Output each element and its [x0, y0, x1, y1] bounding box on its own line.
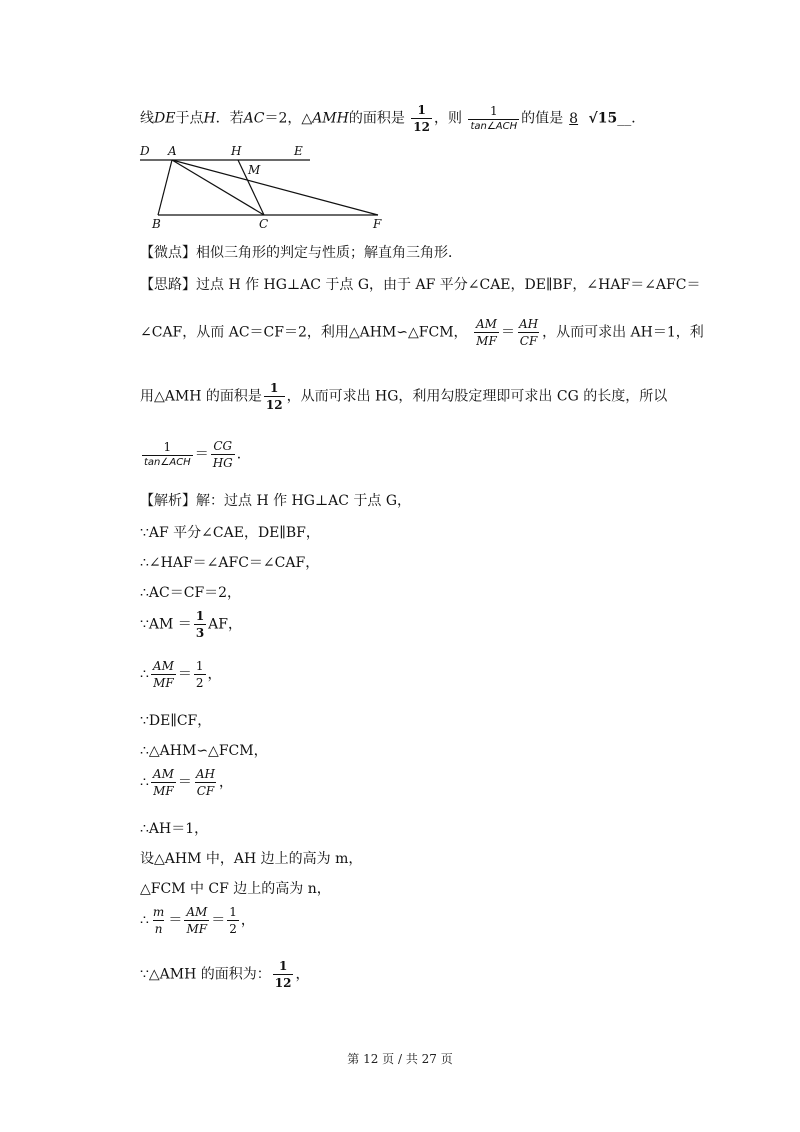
denominator: MF	[476, 334, 497, 348]
text: 于点	[175, 110, 204, 127]
denominator: tan∠ACH	[470, 121, 518, 132]
solution-line	[140, 768, 233, 797]
text: __	[617, 110, 632, 127]
text: ＝2，△	[264, 110, 313, 127]
solution-line	[140, 906, 255, 935]
fraction	[151, 768, 176, 797]
numerator: 1	[270, 381, 279, 395]
label-E: E	[294, 144, 303, 158]
text: ．	[236, 446, 251, 463]
fraction	[194, 610, 206, 639]
solution-line: ∴AH＝1，	[140, 821, 209, 837]
tag-weidian: 【微点】相似三角形的判定与性质；解直角三角形．	[140, 245, 462, 261]
text: ＝	[500, 324, 515, 341]
numerator: 1	[489, 104, 498, 118]
denominator: 12	[274, 976, 292, 990]
numerator: AH	[195, 767, 216, 781]
numerator: AM	[476, 317, 497, 331]
tag-silu-line1: 【思路】过点 H 作 HG⊥AC 于点 G，由于 AF 平分∠CAE，DE∥BF，∠HAF＝∠AFC＝	[140, 277, 701, 293]
text: AF，	[208, 616, 242, 633]
fraction	[273, 960, 294, 989]
label-F: F	[373, 217, 382, 231]
fraction	[474, 318, 499, 347]
text: ∴	[140, 912, 149, 929]
fraction	[151, 660, 176, 689]
denominator: CF	[196, 784, 215, 798]
label-D: D	[140, 144, 150, 158]
seg-AF	[172, 160, 378, 215]
page-footer: 第 12 页 / 共 27 页	[347, 1052, 453, 1066]
seg-AB	[158, 160, 172, 215]
solution-line: ∵AF 平分∠CAE，DE∥BF，	[140, 525, 320, 541]
text: ，从而可求出 AH＝1，利	[542, 324, 704, 341]
text: H	[203, 110, 216, 127]
text: ∵AM ＝	[140, 616, 192, 633]
numerator: AM	[152, 767, 174, 781]
text: 用△AMH 的面积是	[140, 388, 262, 405]
solution-line: △FCM 中 CF 边上的高为 n，	[140, 881, 331, 897]
answer-blank: 8	[569, 110, 579, 127]
text: 的面积是	[348, 110, 405, 127]
denominator: 2	[195, 676, 204, 690]
solution-line: 【解析】解：过点 H 作 HG⊥AC 于点 G，	[140, 493, 412, 509]
fraction	[151, 906, 166, 935]
fraction	[468, 105, 519, 132]
fraction	[517, 318, 540, 347]
solution-line: ∵DE∥CF，	[140, 713, 212, 729]
label-H: H	[231, 144, 242, 158]
text: ，	[219, 774, 234, 791]
text: ∠CAF，从而 AC＝CF＝2，利用△AHM∽△FCM，	[140, 324, 468, 341]
numerator: AH	[518, 317, 539, 331]
text: 线	[140, 110, 154, 127]
text: ，则	[434, 110, 462, 127]
tag-silu-line4	[140, 440, 251, 469]
text: ∵△AMH 的面积为：	[140, 966, 271, 983]
fraction	[411, 104, 432, 133]
text: ＝	[168, 912, 183, 929]
text: DE	[154, 110, 176, 127]
fraction	[142, 441, 193, 468]
denominator: 2	[229, 922, 237, 936]
label-M: M	[248, 163, 261, 177]
denominator: 12	[265, 398, 283, 412]
numerator: m	[152, 905, 165, 919]
text: AC	[243, 110, 265, 127]
solution-line	[140, 610, 242, 639]
denominator: 3	[195, 626, 205, 640]
numerator: 1	[278, 959, 288, 973]
text: ，	[207, 666, 222, 683]
solution-line: ∴∠HAF＝∠AFC＝∠CAF，	[140, 555, 320, 571]
numerator: CG	[213, 439, 233, 453]
denominator: 12	[413, 120, 430, 134]
solution-line	[140, 960, 309, 989]
numerator: AM	[152, 659, 174, 673]
numerator: 1	[417, 103, 426, 117]
numerator: 1	[229, 905, 237, 919]
tag-silu-line2	[140, 318, 704, 347]
numerator: 1	[195, 659, 204, 673]
text: AMH	[312, 110, 349, 127]
numerator: 1	[195, 609, 205, 623]
text: ∴	[140, 774, 149, 791]
text: ＝	[177, 666, 192, 683]
denominator: MF	[153, 676, 174, 690]
denominator: CF	[519, 334, 538, 348]
text: ，	[240, 912, 255, 929]
text: ∴	[140, 666, 149, 683]
denominator: HG	[212, 456, 233, 470]
fraction	[211, 440, 235, 469]
text: ＝	[211, 912, 226, 929]
fraction	[184, 906, 209, 935]
fraction	[227, 906, 239, 935]
text: 的值是	[521, 110, 564, 127]
denominator: MF	[153, 784, 174, 798]
fraction	[194, 660, 206, 689]
denominator: MF	[186, 922, 208, 936]
fraction	[264, 382, 285, 411]
geometry-figure	[138, 142, 388, 232]
solution-line: 设△AHM 中，AH 边上的高为 m，	[140, 851, 363, 867]
answer-sqrt: √15	[588, 110, 618, 127]
label-C: C	[259, 217, 269, 231]
text: ．若	[215, 110, 244, 127]
text: ，从而可求出 HG，利用勾股定理即可求出 CG 的长度，所以	[286, 388, 668, 405]
text: ＝	[194, 446, 209, 463]
label-B: B	[152, 217, 161, 231]
denominator: tan∠ACH	[144, 457, 191, 468]
numerator: 1	[163, 440, 172, 454]
text: ．	[631, 110, 646, 127]
solution-line: ∴△AHM∽△FCM，	[140, 743, 268, 759]
solution-line: ∴AC＝CF＝2，	[140, 585, 242, 601]
fraction	[194, 768, 217, 797]
denominator: n	[154, 922, 163, 936]
tag-silu-line3	[140, 382, 667, 411]
question-text-line	[140, 104, 645, 133]
label-A: A	[168, 144, 177, 158]
text: ＝	[177, 774, 192, 791]
numerator: AM	[186, 905, 208, 919]
text: ，	[295, 966, 310, 983]
solution-line	[140, 660, 222, 689]
